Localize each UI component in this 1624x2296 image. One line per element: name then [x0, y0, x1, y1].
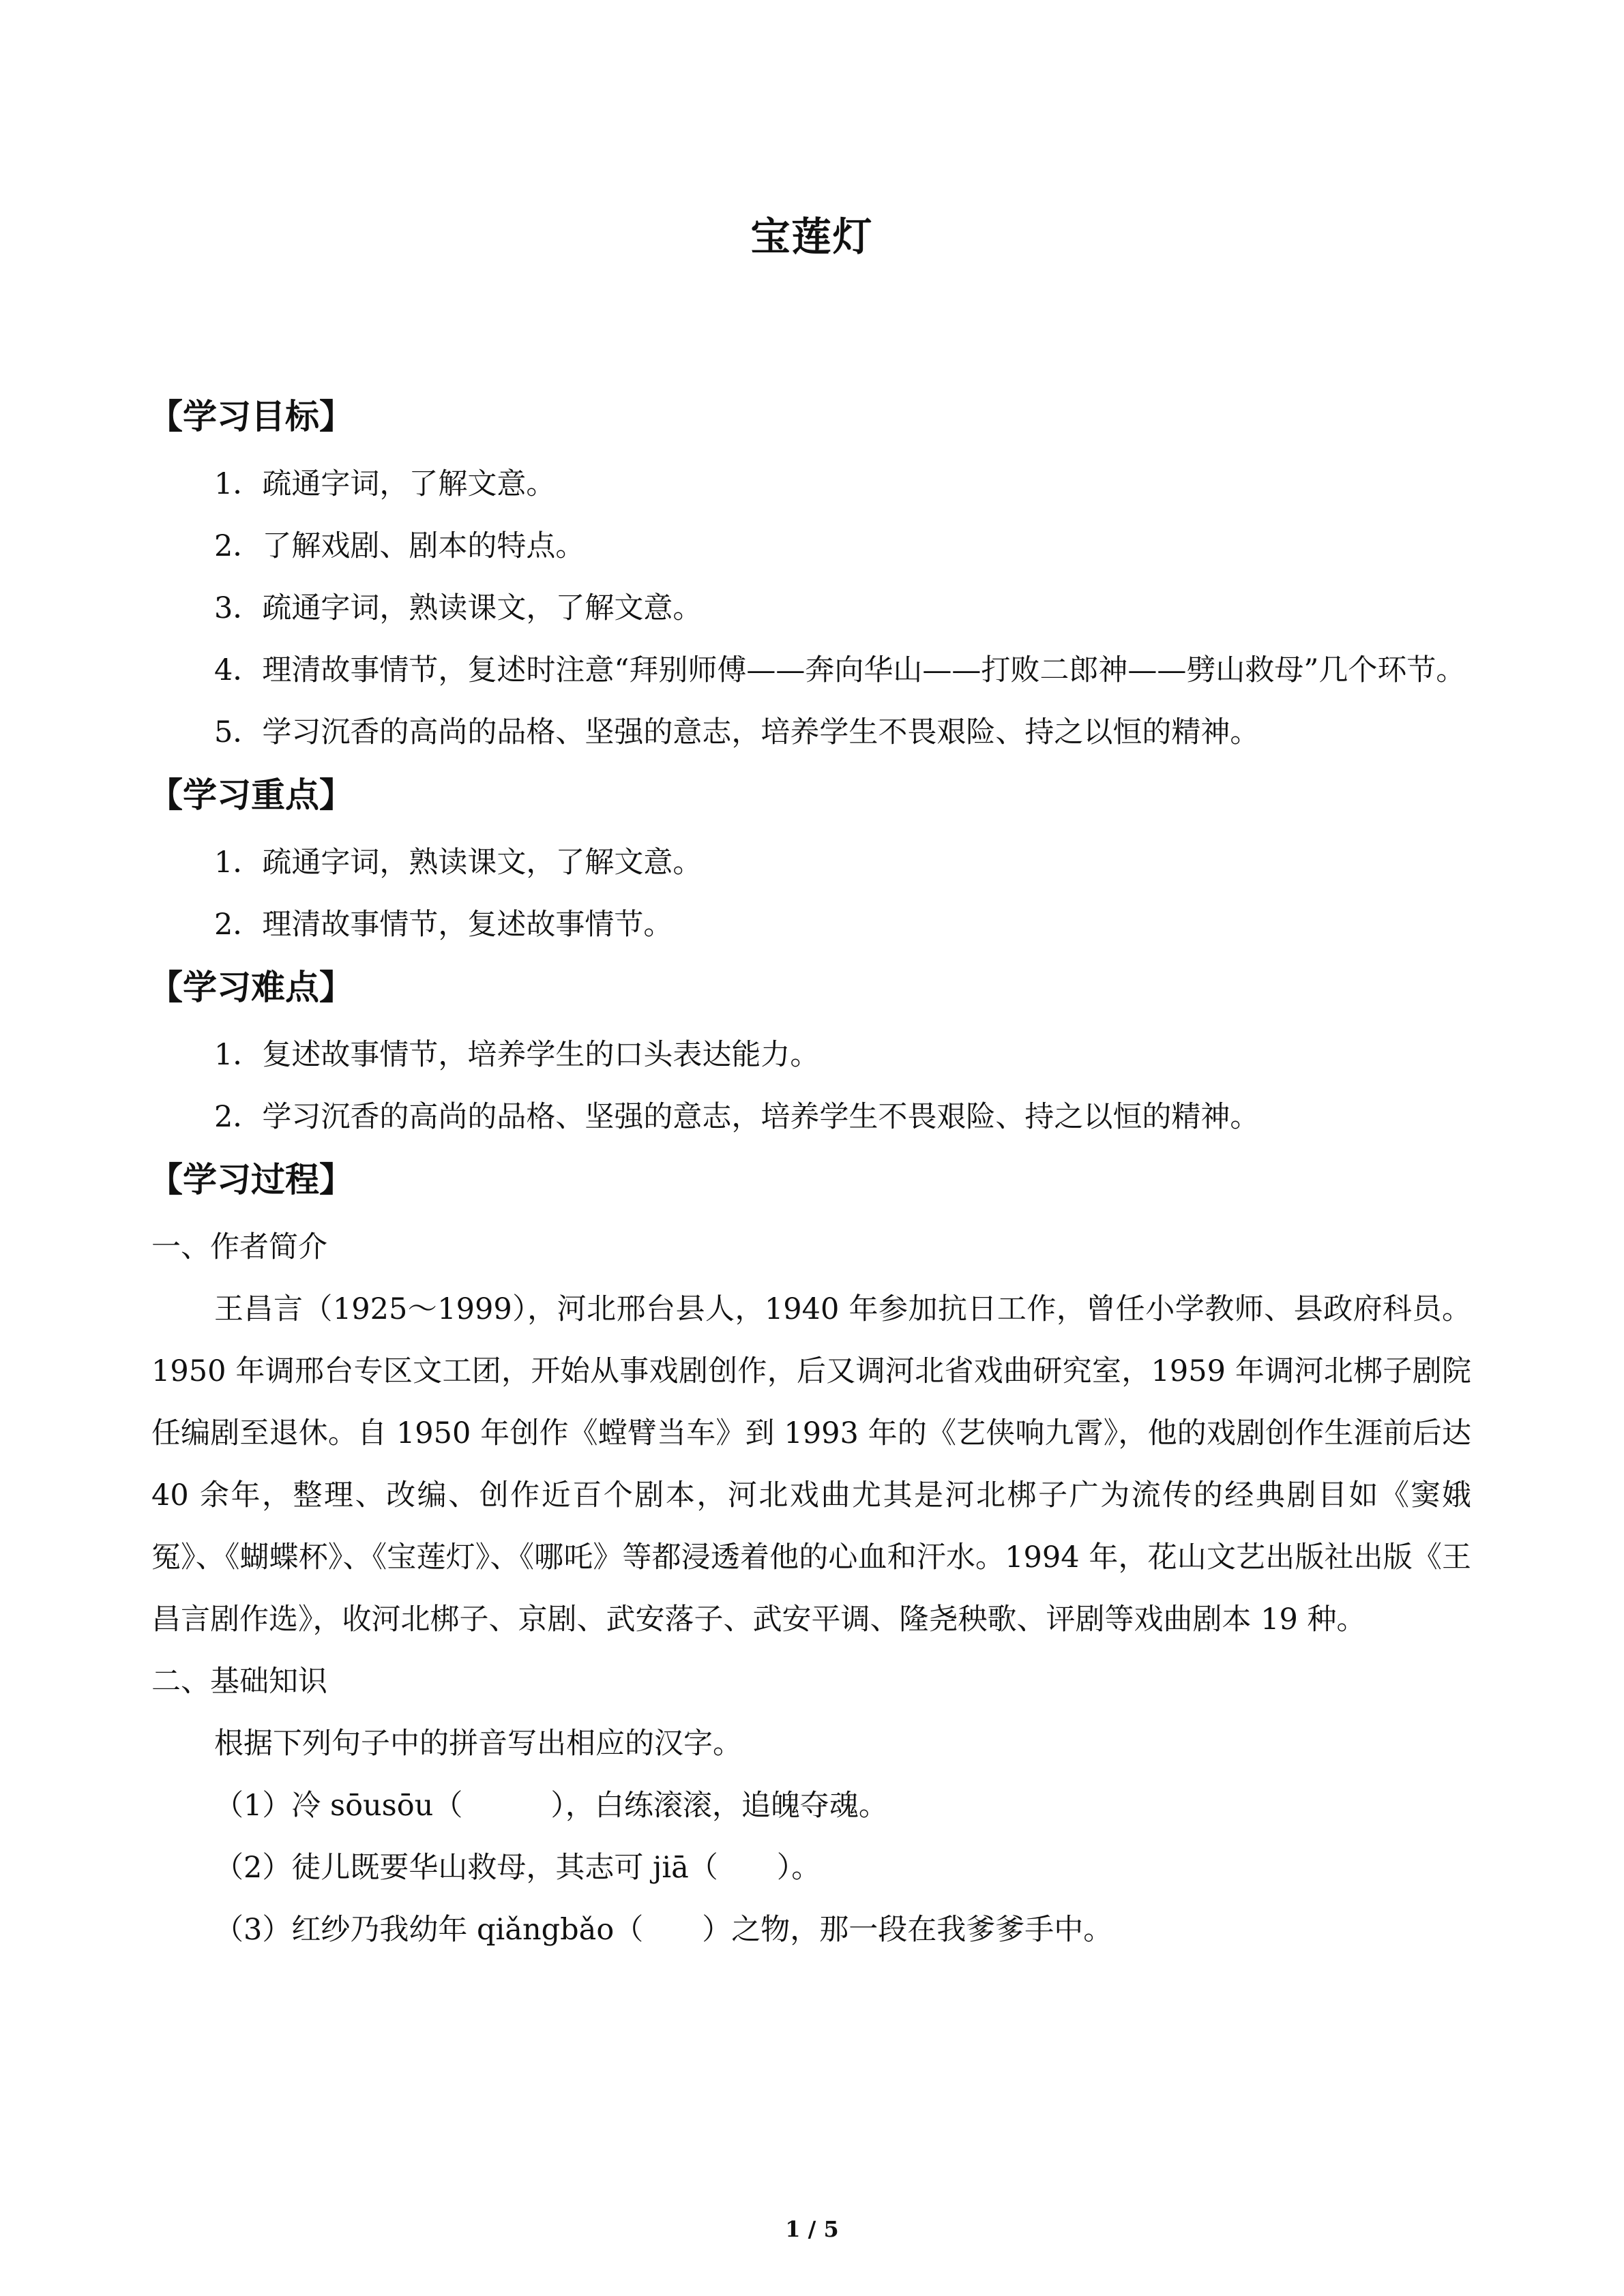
objective-item: 3．疏通字词，熟读课文，了解文意。	[214, 591, 703, 625]
objectives-heading: 【学习目标】	[149, 396, 353, 436]
objective-item: 2．了解戏剧、剧本的特点。	[214, 529, 585, 563]
section-basic-knowledge: 二、基础知识	[151, 1665, 327, 1699]
difficulty-item: 2．学习沉香的高尚的品格、坚强的意志，培养学生不畏艰险、持之以恒的精神。	[214, 1100, 1260, 1134]
keypoint-item: 2．理清故事情节，复述故事情节。	[214, 908, 673, 942]
process-heading: 【学习过程】	[149, 1159, 353, 1199]
difficulty-item: 1．复述故事情节，培养学生的口头表达能力。	[214, 1038, 820, 1072]
objective-item: 1．疏通字词，了解文意。	[214, 467, 556, 501]
section-author-intro: 一、作者简介	[151, 1230, 327, 1264]
objective-item: 5．学习沉香的高尚的品格、坚强的意志，培养学生不畏艰险、持之以恒的精神。	[214, 715, 1260, 749]
exercise-question: （2）徒儿既要华山救母，其志可 jiā（ ）。	[214, 1851, 821, 1885]
exercise-question: （3）红纱乃我幼年 qiǎngbǎo（ ）之物，那一段在我爹爹手中。	[214, 1913, 1113, 1947]
document-title: 宝莲灯	[750, 213, 874, 260]
keypoints-heading: 【学习重点】	[149, 775, 353, 815]
author-paragraph: 王昌言（1925～1999），河北邢台县人，1940 年参加抗日工作，曾任小学教师、县政府科员。1950 年调邢台专区文工团，开始从事戏剧创作，后又调河北省戏曲研究室，1959 年调河北梆子剧院任编剧至退休。自 1950 年创作《螳臂当车》到 1993 年的《艺侠响九霄》，他的戏剧创作生涯前后达 40 余年，整理、改编、创作近百个剧本，河北戏曲尤其是河北梆子广为流传的经典剧目如《窦娥冤》、《蝴蝶杯》、《宝莲灯》、《哪吒》等都浸透着他的心血和汗水。1994 年，花山文艺出版社出版《王昌言剧作选》，收河北梆子、京剧、武安落子、武安平调、隆尧秧歌、评剧等戏曲剧本 19 种。	[151, 1292, 1471, 1637]
difficulties-heading: 【学习难点】	[149, 967, 353, 1007]
document-body	[151, 385, 1471, 1961]
objective-item: 4．理清故事情节，复述时注意“拜别师傅——奔向华山——打败二郎神——劈山救母”几个环节。	[214, 653, 1466, 687]
exercise-instruction: 根据下列句子中的拼音写出相应的汉字。	[214, 1727, 742, 1761]
page-number: 1 / 5	[785, 2216, 839, 2242]
exercise-question: （1）冷 sōusōu（ ），白练滚滚，追魄夺魂。	[214, 1789, 888, 1823]
keypoint-item: 1．疏通字词，熟读课文，了解文意。	[214, 846, 703, 880]
